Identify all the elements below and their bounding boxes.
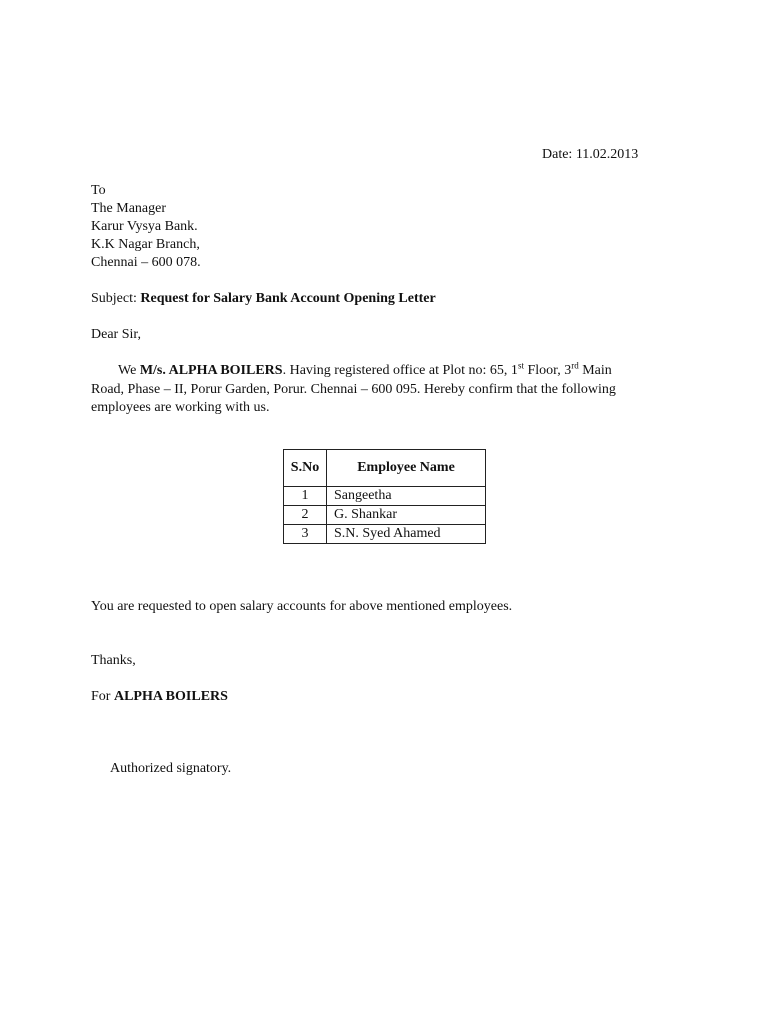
- subject-text: Request for Salary Bank Account Opening Letter: [140, 291, 436, 306]
- authorized-signatory: Authorized signatory.: [110, 761, 232, 776]
- employee-table: [283, 449, 486, 544]
- ordinal-st: st: [517, 360, 524, 371]
- address-to: To: [91, 183, 106, 198]
- subject-line: [91, 290, 436, 308]
- date-line: [542, 146, 638, 164]
- for-company-name: ALPHA BOILERS: [113, 689, 228, 704]
- row-sno: 3: [284, 525, 327, 544]
- bank-name: Karur Vysya Bank.: [91, 219, 198, 234]
- body-part-2: Floor, 3: [523, 363, 572, 378]
- body-line-3: employees are working with us.: [91, 400, 270, 415]
- for-prefix: For: [91, 689, 111, 704]
- header-sno: S.No: [284, 450, 327, 487]
- row-employee-name: G. Shankar: [327, 506, 486, 525]
- row-employee-name: S.N. Syed Ahamed: [327, 525, 486, 544]
- ordinal-rd: rd: [571, 360, 579, 371]
- request-sentence: You are requested to open salary accounts for above mentioned employees.: [91, 599, 513, 614]
- body-line-2: Road, Phase – II, Porur Garden, Porur. Chennai – 600 095. Hereby confirm that the following: [91, 381, 616, 397]
- body-part-3: Main: [578, 363, 612, 378]
- bank-city: Chennai – 600 078.: [91, 255, 201, 270]
- date-value: 11.02.2013: [575, 147, 639, 162]
- body-line-1: [91, 362, 671, 381]
- body-we: We: [118, 363, 137, 378]
- subject-label: Subject:: [91, 291, 137, 306]
- row-sno: 1: [284, 487, 327, 506]
- header-employee-name: Employee Name: [327, 450, 486, 487]
- bank-branch: K.K Nagar Branch,: [91, 237, 200, 252]
- table-row: [284, 487, 486, 506]
- company-name: M/s. ALPHA BOILERS: [139, 363, 283, 378]
- row-sno: 2: [284, 506, 327, 525]
- date-label: Date:: [542, 147, 573, 162]
- closing-thanks: Thanks,: [91, 653, 136, 668]
- table-header-row: [284, 450, 486, 487]
- body-paragraph: [91, 362, 671, 418]
- table-row: [284, 506, 486, 525]
- table-row: [284, 525, 486, 544]
- salutation: Dear Sir,: [91, 327, 141, 342]
- row-employee-name: Sangeetha: [327, 487, 486, 506]
- body-part-1: . Having registered office at Plot no: 65, 1: [282, 363, 518, 378]
- for-company-line: [91, 688, 228, 706]
- recipient-title: The Manager: [91, 201, 167, 216]
